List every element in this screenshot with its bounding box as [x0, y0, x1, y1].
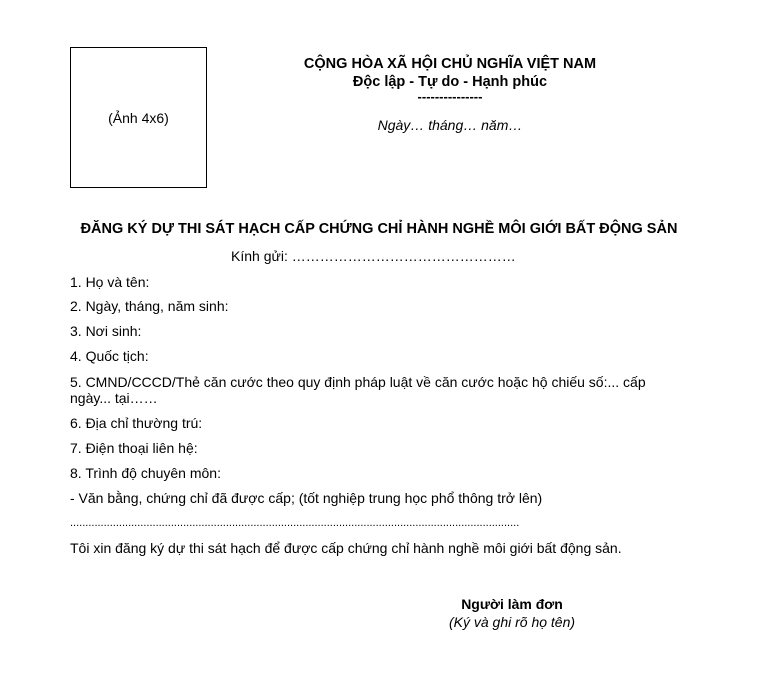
- field-date-of-birth: 2. Ngày, tháng, năm sinh:: [70, 298, 229, 314]
- field-id-document: 5. CMND/CCCD/Thẻ căn cước theo quy định pháp luật về căn cước hoặc hộ chiếu số:... cấp ngày... tại……: [70, 374, 646, 406]
- national-motto: Độc lập - Tự do - Hạnh phúc: [352, 74, 548, 90]
- photo-placeholder-box: [70, 47, 207, 188]
- field-certificates: - Văn bằng, chứng chỉ đã được cấp; (tốt nghiệp trung học phổ thông trở lên): [70, 490, 543, 506]
- field-nationality: 4. Quốc tịch:: [70, 348, 149, 364]
- national-header: [290, 55, 610, 133]
- field-place-of-birth: 3. Nơi sinh:: [70, 323, 142, 339]
- header-divider: ---------------: [417, 89, 483, 104]
- photo-label: (Ảnh 4x6): [108, 109, 169, 126]
- field-full-name: 1. Họ và tên:: [70, 274, 150, 290]
- form-title: ĐĂNG KÝ DỰ THI SÁT HẠCH CẤP CHỨNG CHỈ HÀNH NGHỀ MÔI GIỚI BẤT ĐỘNG SẢN: [80, 221, 678, 237]
- signature-block: [412, 596, 612, 630]
- signer-role: Người làm đơn: [461, 596, 563, 612]
- nation-name: CỘNG HÒA XÃ HỘI CHỦ NGHĨA VIỆT NAM: [303, 56, 597, 72]
- field-phone: 7. Điện thoại liên hệ:: [70, 440, 198, 456]
- recipient-line: Kính gửi: …………………………………………: [231, 248, 516, 264]
- date-line: Ngày… tháng… năm…: [377, 117, 523, 133]
- statement-text: Tôi xin đăng ký dự thi sát hạch để được cấp chứng chỉ hành nghề môi giới bất động sản.: [70, 540, 622, 556]
- signer-note: (Ký và ghi rõ họ tên): [448, 614, 576, 630]
- field-qualification: 8. Trình độ chuyên môn:: [70, 465, 221, 481]
- dotted-fill-line: ...................................................................................................................................................: [70, 517, 520, 529]
- field-permanent-address: 6. Địa chỉ thường trú:: [70, 415, 203, 431]
